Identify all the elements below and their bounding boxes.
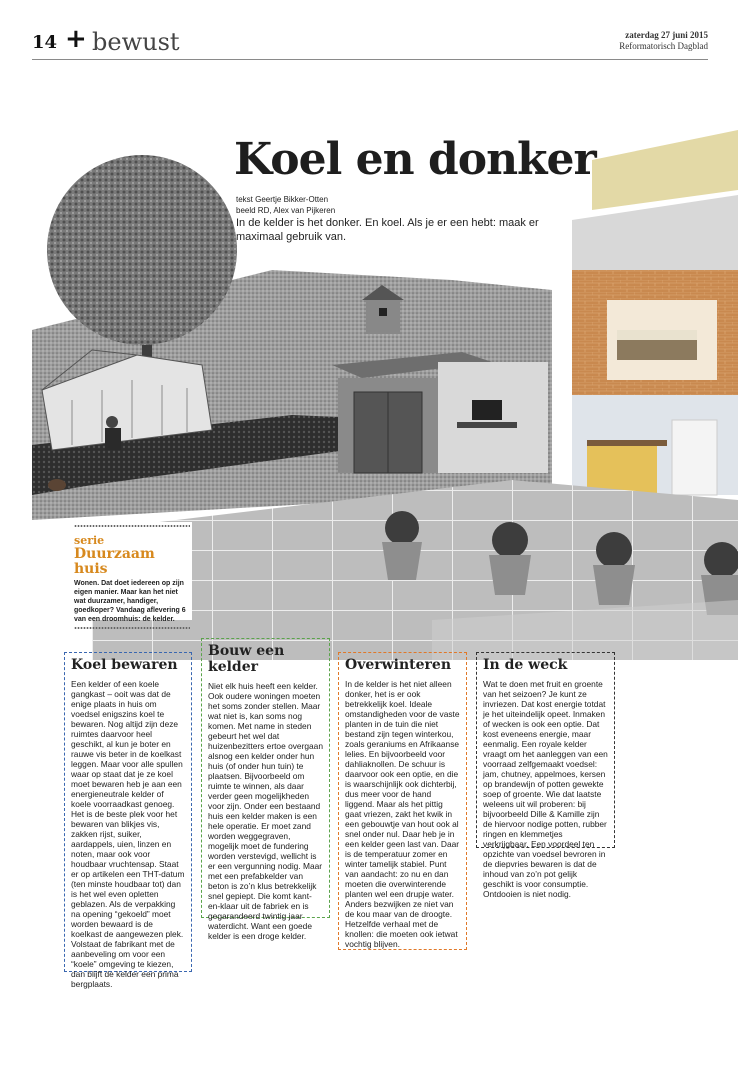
article-lead: In de kelder is het donker. En koel. Als je er een hebt: maak er maximaal gebruik van. (236, 217, 539, 243)
column-koel-bewaren (64, 652, 192, 989)
column-text: Een kelder of een koele gangkast – ooit was dat de enige plaats in huis om voedsel enigszins koel te bewaren. Nog altijd zijn deze ruimtes daarvoor heel geschikt, al kun je boter en rauwe vis beter in de koelkast leggen. Maar voor alle spullen waar op staat dat je ze koel moet bewaren heb je aan een energieneutrale kelder of koele voorraadkast genoeg. Het is de beste plek voor het bewaren van blikjes vis, zakken rijst, suiker, aardappels, uien, linzen en noten, maar ook voor houdbaar vruchtensap. Staat er op artikelen een THT-datum (ten minste houdbaar tot) dan is het wel even opletten geblazen. Als de verpakking na opening “gekoeld” moet worden bewaard is de koelkast de aangewezen plek. Volstaat de fabrikant met de aanbeveling om voor een “koele” omgeving te kiezen, dan blijft de kelder een prima bergplaats. (71, 679, 185, 989)
dateline (619, 30, 708, 52)
section-name: bewust (92, 28, 180, 56)
column-heading: Koel bewaren (71, 657, 178, 673)
dog (48, 479, 66, 491)
credit-image: beeld RD, Alex van Pijkeren (236, 206, 336, 215)
issue-date: zaterdag 27 juni 2015 (625, 30, 708, 40)
column-text: In de kelder is het niet alleen donker, het is er ook betrekkelijk koel. Ideale omstandigheden voor de vaste planten in de tuin die niet bestand zijn tegen winterkou, zoals geraniums en Afrikaanse lelies. En bijvoorbeeld voor dahliaknollen. De schuur is daarvoor ook een optie, en die is waarschijnlijk ook dichterbij, dus meer voor de hand liggend. Maar als het pittig gaat vriezen, zakt het kwik in een gebouwtje van hout ook al snel onder nul. Daar heb je in een kelder geen last van. Daar is de temperatuur zomer en winter tamelijk stabiel. Punt van aandacht: zo nu en dan moeten die overwinterende planten wel een drupje water. Anders bezwijken ze niet van de kou maar van de droogte. Hetzelfde verhaal met de knollen: die moeten ook ietwat vochtig blijven. (345, 679, 460, 949)
column-text: Niet elk huis heeft een kelder. Ook oudere woningen moeten het soms zonder stellen. Maar wat niet is, kan soms nog komen. Met name in steden gebeurt het wel dat huizenbezitters ertoe overgaan alsnog een kelder onder hun huis (of onder hun tuin) te plaatsen. Bijvoorbeeld om ruimte te winnen, als daar verder geen mogelijkheden voor zijn. Onder een bestaand huis een kelder maken is een hele operatie. Er moet zand worden weggegraven, mogelijk moet de fundering worden verstevigd, wellicht is er een vergunning nodig. Maar met een prefabkelder van beton is zo’n klus betrekkelijk snel gepiept. Die komt kant-en-klaar uit de fabriek en is gegarandeerd twintig jaar waterdicht. Want een goede kelder is een droge kelder. (208, 681, 323, 941)
dotted-rule (74, 626, 190, 630)
column-heading: Bouw een kelder (208, 643, 285, 675)
column-text: Wat te doen met fruit en groente van het seizoen? Je kunt ze invriezen. Dat kost energie totdat je het uiteindelijk opeet. Inmaken of wecken is ook een optie. Dat kost eveneens energie, maar eenmalig. Een royale kelder vraagt om het aanleggen van een voorraad zelfgemaakt voedsel: jam, chutney, appelmoes, kersen op brandewijn of potten gewekte soep of groente. Wie dat laatste weleens uit wil proberen: bij bijvoorbeeld Dille & Kamille zijn de hiervoor nodige potten, rubber ringen en klemmetjes verkrijgbaar. Een voordeel ten opzichte van voedsel bevroren in de diepvries bewaren is dat de inhoud van zo’n pot gelijk geschikt is voor consumptie. Ontdooien is niet nodig. (483, 679, 608, 899)
plus-icon: + (65, 24, 87, 54)
column-in-de-weck (476, 652, 615, 899)
column-heading: Overwinteren (345, 657, 451, 673)
series-label: serie (74, 534, 105, 547)
article-title: Koel en donker (234, 134, 596, 185)
page-number: 14 (32, 32, 58, 53)
newspaper-name: Reformatorisch Dagblad (619, 41, 708, 51)
series-box (72, 522, 192, 623)
column-heading: In de weck (483, 657, 568, 673)
garden-shed (332, 352, 548, 473)
credit-text: tekst Geertje Bikker-Otten (236, 195, 329, 204)
series-title: Duurzaam huis (74, 546, 155, 577)
series-text: Wonen. Dat doet iedereen op zijn eigen manier. Maar kan het niet wat duurzamer, handiger, goedkoper? Vandaag aflevering 6 van een droomhuis: de kelder. (74, 580, 186, 623)
page-header (32, 24, 708, 60)
column-overwinteren (338, 652, 467, 950)
tree (47, 155, 237, 345)
column-bouw-een-kelder (201, 638, 330, 941)
house-cutaway (572, 130, 738, 495)
dotted-rule (74, 524, 190, 528)
article-credits (236, 194, 335, 216)
